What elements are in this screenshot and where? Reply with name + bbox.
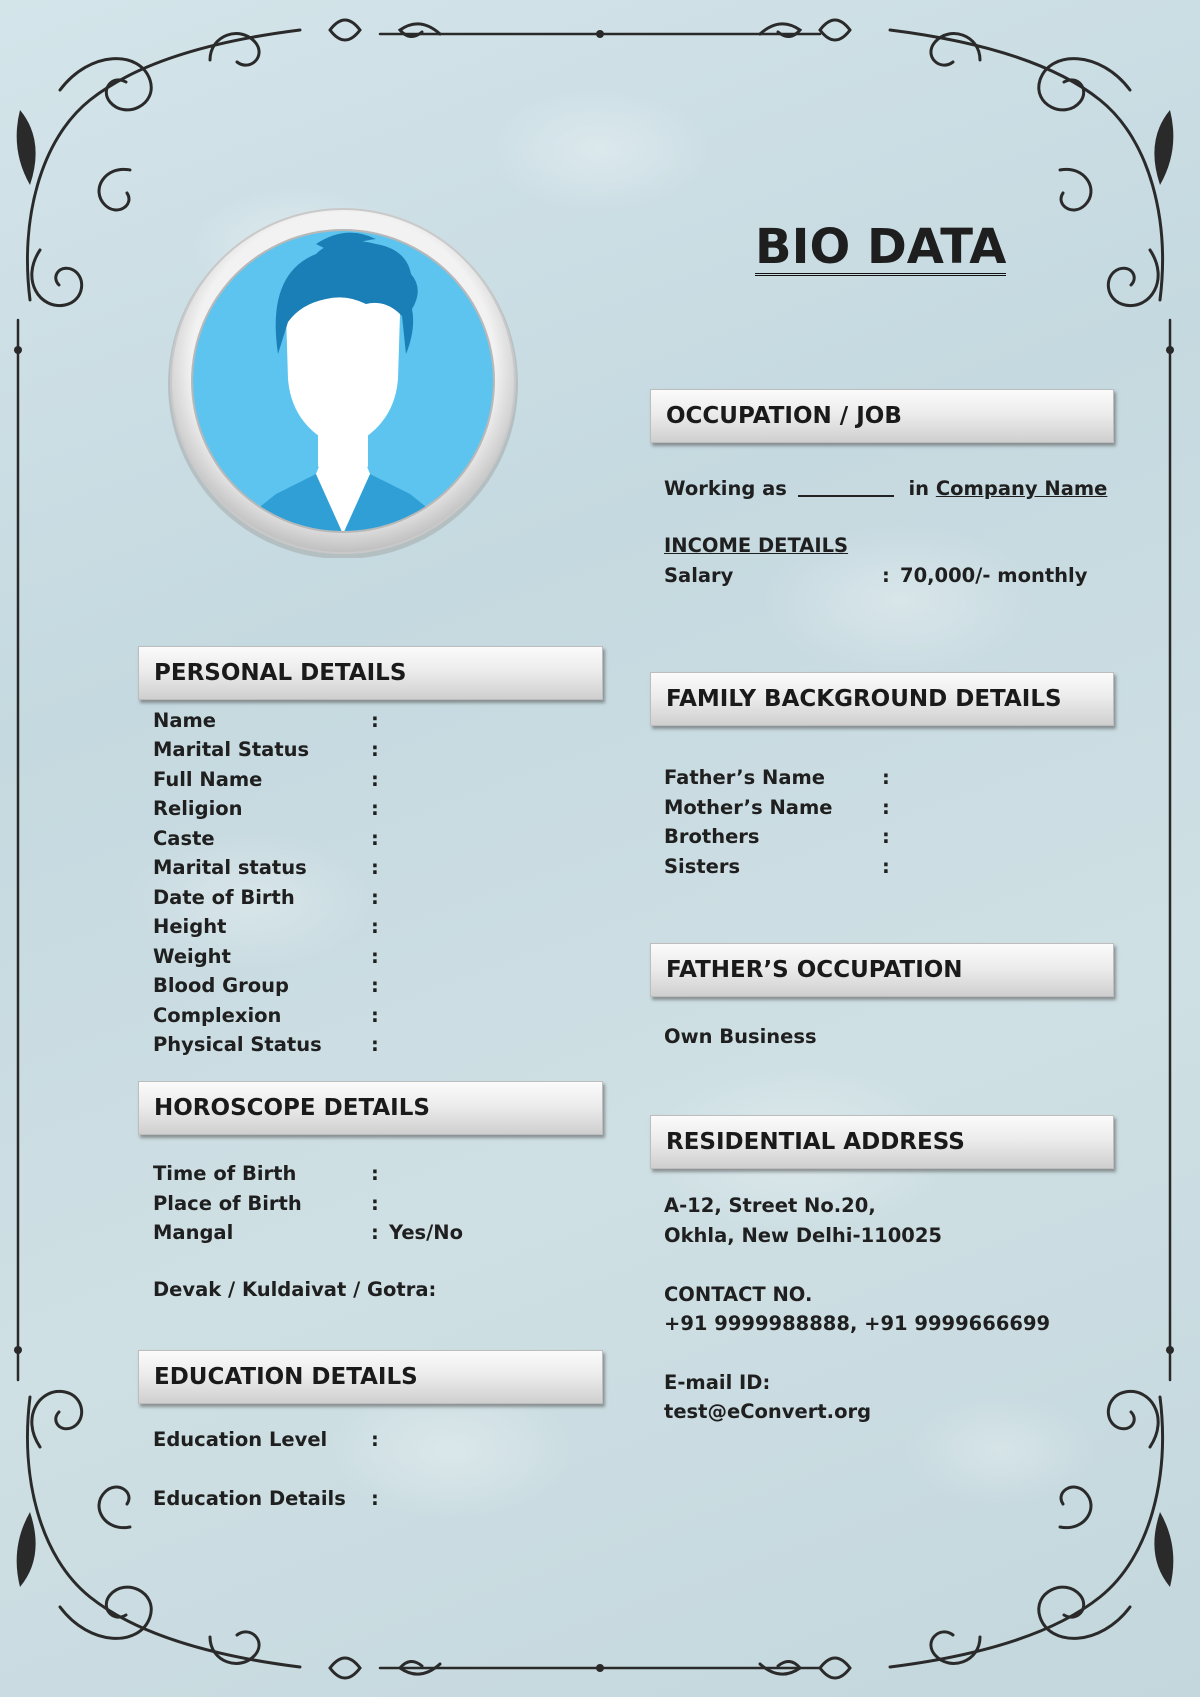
- colon: :: [882, 855, 890, 878]
- working-in-label: in: [908, 477, 930, 500]
- field-label: Name: [153, 709, 217, 732]
- colon: :: [371, 738, 379, 761]
- salary-value: 70,000/- monthly: [900, 564, 1088, 587]
- field-label: Full Name: [153, 768, 263, 791]
- field-label: Mother’s Name: [664, 796, 833, 819]
- address-line-1: A-12, Street No.20,: [664, 1194, 876, 1217]
- contact-label: CONTACT NO.: [664, 1283, 813, 1306]
- colon: :: [371, 1033, 379, 1056]
- field-label: Mangal: [153, 1221, 234, 1244]
- field-label: Marital Status: [153, 738, 310, 761]
- field-label: Caste: [153, 827, 215, 850]
- occupation-header: OCCUPATION / JOB: [650, 389, 1114, 443]
- field-label: Height: [153, 915, 227, 938]
- working-as-line: [664, 475, 1107, 500]
- field-label: Education Level: [153, 1428, 328, 1451]
- contact-value: +91 9999988888, +91 9999666699: [664, 1312, 1051, 1335]
- salary-label: Salary: [664, 564, 734, 587]
- field-label: Physical Status: [153, 1033, 322, 1056]
- field-label: Date of Birth: [153, 886, 295, 909]
- field-label: Brothers: [664, 825, 760, 848]
- colon: :: [371, 886, 379, 909]
- colon: :: [371, 945, 379, 968]
- page-title: BIO DATA: [755, 219, 1007, 275]
- colon: :: [371, 1221, 379, 1244]
- working-as-label: Working as: [664, 477, 787, 500]
- colon: :: [371, 915, 379, 938]
- address-line-2: Okhla, New Delhi-110025: [664, 1224, 942, 1247]
- field-label: Place of Birth: [153, 1192, 302, 1215]
- field-label: Complexion: [153, 1004, 282, 1027]
- colon: :: [882, 796, 890, 819]
- field-label: Education Details: [153, 1487, 346, 1510]
- residential-address-header: RESIDENTIAL ADDRESS: [650, 1115, 1114, 1169]
- colon: :: [371, 797, 379, 820]
- field-label: Religion: [153, 797, 243, 820]
- colon: :: [371, 974, 379, 997]
- colon: :: [371, 1428, 379, 1451]
- personal-details-header: PERSONAL DETAILS: [138, 646, 603, 700]
- field-value: Yes/No: [389, 1221, 464, 1244]
- colon: :: [371, 709, 379, 732]
- profile-photo: [166, 204, 520, 558]
- field-label: Marital status: [153, 856, 307, 879]
- colon: :: [371, 1004, 379, 1027]
- company-name: Company Name: [935, 477, 1108, 500]
- email-label: E-mail ID:: [664, 1371, 771, 1394]
- horoscope-details-header: HOROSCOPE DETAILS: [138, 1081, 603, 1135]
- education-details-header: EDUCATION DETAILS: [138, 1350, 603, 1404]
- colon: :: [882, 564, 890, 587]
- income-details-title: INCOME DETAILS: [664, 534, 849, 557]
- job-title-blank[interactable]: [798, 475, 894, 497]
- field-label: Blood Group: [153, 974, 289, 997]
- colon: :: [371, 1192, 379, 1215]
- colon: :: [371, 827, 379, 850]
- colon: :: [882, 766, 890, 789]
- fathers-occupation-header: FATHER’S OCCUPATION: [650, 943, 1114, 997]
- colon: :: [371, 1162, 379, 1185]
- colon: :: [371, 856, 379, 879]
- colon: :: [371, 1487, 379, 1510]
- gotra-label: Devak / Kuldaivat / Gotra:: [153, 1278, 437, 1301]
- colon: :: [371, 768, 379, 791]
- field-label: Weight: [153, 945, 231, 968]
- colon: :: [882, 825, 890, 848]
- field-label: Father’s Name: [664, 766, 826, 789]
- email-value: test@eConvert.org: [664, 1400, 872, 1423]
- fathers-occupation-value: Own Business: [664, 1025, 817, 1048]
- family-background-header: FAMILY BACKGROUND DETAILS: [650, 672, 1114, 726]
- field-label: Time of Birth: [153, 1162, 297, 1185]
- field-label: Sisters: [664, 855, 741, 878]
